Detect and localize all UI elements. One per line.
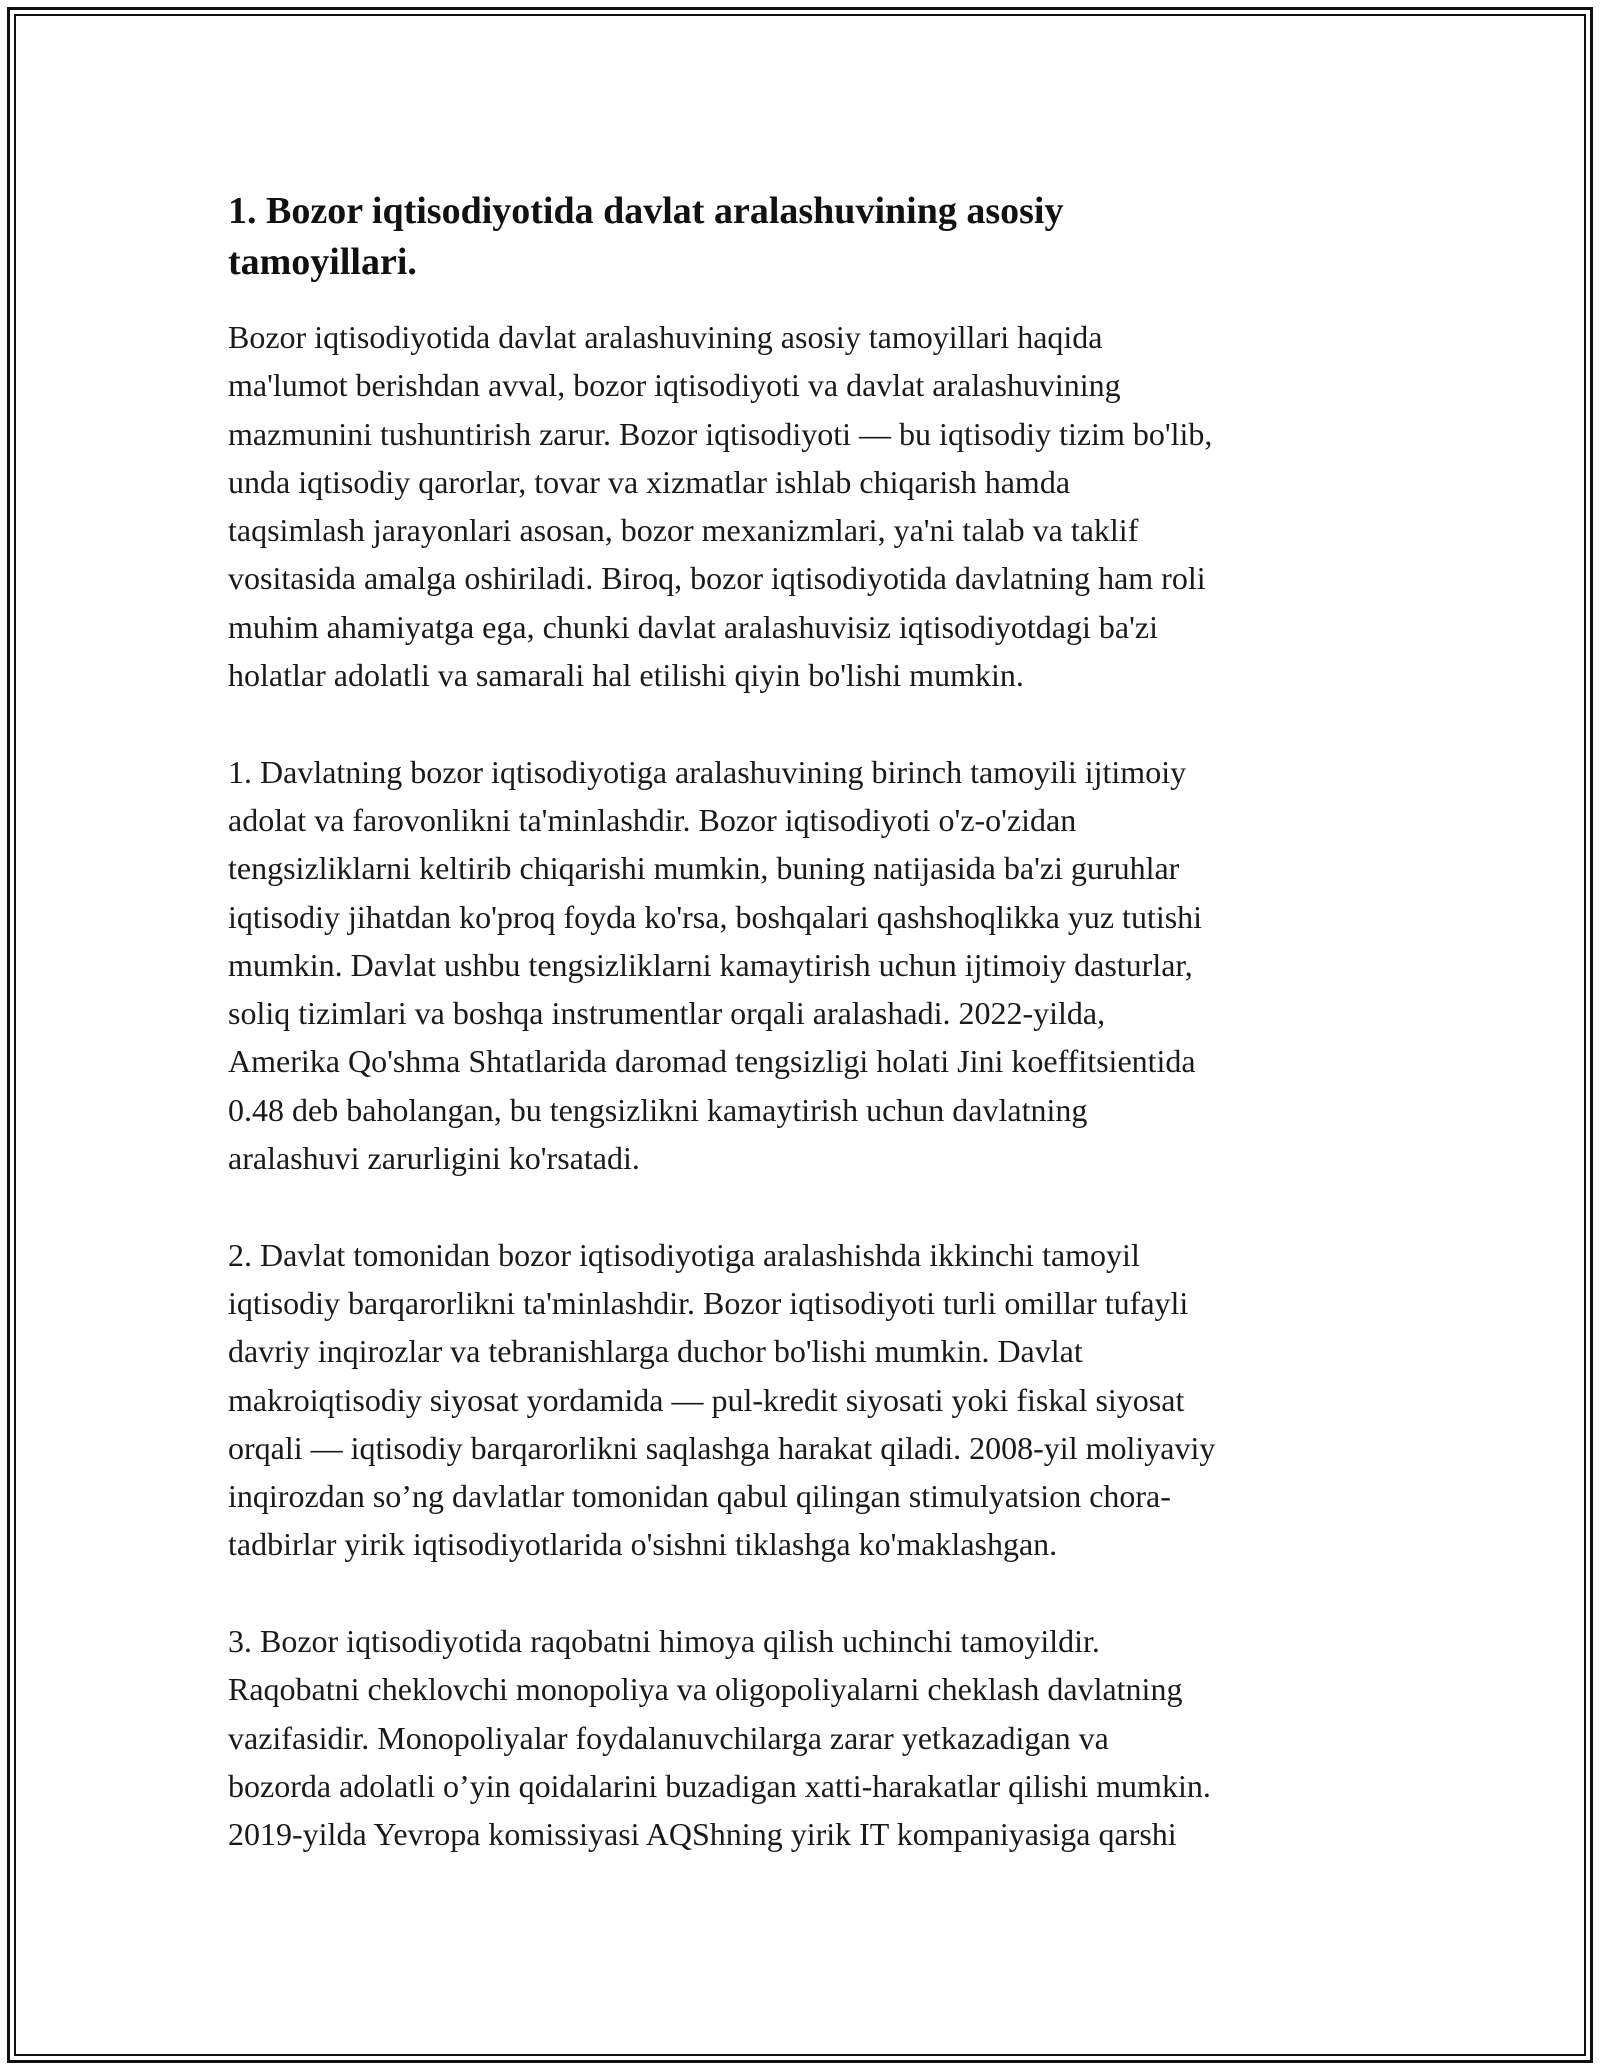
paragraph-intro: Bozor iqtisodiyotida davlat aralashuvining asosiy tamoyillari haqida ma'lumot berishdan avval, bozor iqtisodiyoti va davlat aralashuvining mazmunini tushuntirish zarur. Bozor iqtisodiyoti — bu iqtisodiy tizim bo'lib, unda iqtisodiy qarorlar, tovar va xizmatlar ishlab chiqarish hamda taqsimlash jarayonlari asosan, bozor mexanizmlari, ya'ni talab va taklif vositasida amalga oshiriladi. Biroq, bozor iqtisodiyotida davlatning ham roli muhim ahamiyatga ega, chunki davlat aralashuvisiz iqtisodiyotdagi ba'zi holatlar adolatli va samarali hal etilishi qiyin bo'lishi mumkin.: [228, 319, 1213, 694]
document-title: 1. Bozor iqtisodiyotida davlat aralashuvining asosiy tamoyillari.: [228, 190, 1064, 283]
document-body: [228, 186, 1378, 1907]
paragraph-principle-1: 1. Davlatning bozor iqtisodiyotiga aralashuvining birinch tamoyili ijtimoiy adolat va farovonlikni ta'minlashdir. Bozor iqtisodiyoti o'z-o'zidan tengsizliklarni keltirib chiqarishi mumkin, buning natijasida ba'zi guruhlar iqtisodiy jihatdan ko'proq foyda ko'rsa, boshqalari qashshoqlikka yuz tutishi mumkin. Davlat ushbu tengsizliklarni kamaytirish uchun ijtimoiy dasturlar, soliq tizimlari va boshqa instrumentlar orqali aralashadi. 2022-yilda, Amerika Qo'shma Shtatlarida daromad tengsizligi holati Jini koeffitsientida 0.48 deb baholangan, bu tengsizlikni kamaytirish uchun davlatning aralashuvi zarurligini ko'rsatadi.: [228, 753, 1203, 1177]
paragraph-principle-3: 3. Bozor iqtisodiyotida raqobatni himoya qilish uchinchi tamoyildir. Raqobatni cheklovchi monopoliya va oligopoliyalarni cheklash davlatning vazifasidir. Monopoliyalar foydalanuvchilarga zarar yetkazadigan va bozorda adolatli o’yin qoidalarini buzadigan xatti-harakatlar qilishi mumkin. 2019-yilda Yevropa komissiyasi AQShning yirik IT kompaniyasiga qarshi: [228, 1623, 1211, 1853]
paragraph-principle-2: 2. Davlat tomonidan bozor iqtisodiyotiga aralashishda ikkinchi tamoyil iqtisodiy barqarorlikni ta'minlashdir. Bozor iqtisodiyoti turli omillar tufayli davriy inqirozlar va tebranishlarga duchor bo'lishi mumkin. Davlat makroiqtisodiy siyosat yordamida — pul-kredit siyosati yoki fiskal siyosat orqali — iqtisodiy barqarorlikni saqlashga harakat qiladi. 2008-yil moliyaviy inqirozdan so’ng davlatlar tomonidan qabul qilingan stimulyatsion chora- tadbirlar yirik iqtisodiyotlarida o'sishni tiklashga ko'maklashgan.: [228, 1236, 1216, 1563]
